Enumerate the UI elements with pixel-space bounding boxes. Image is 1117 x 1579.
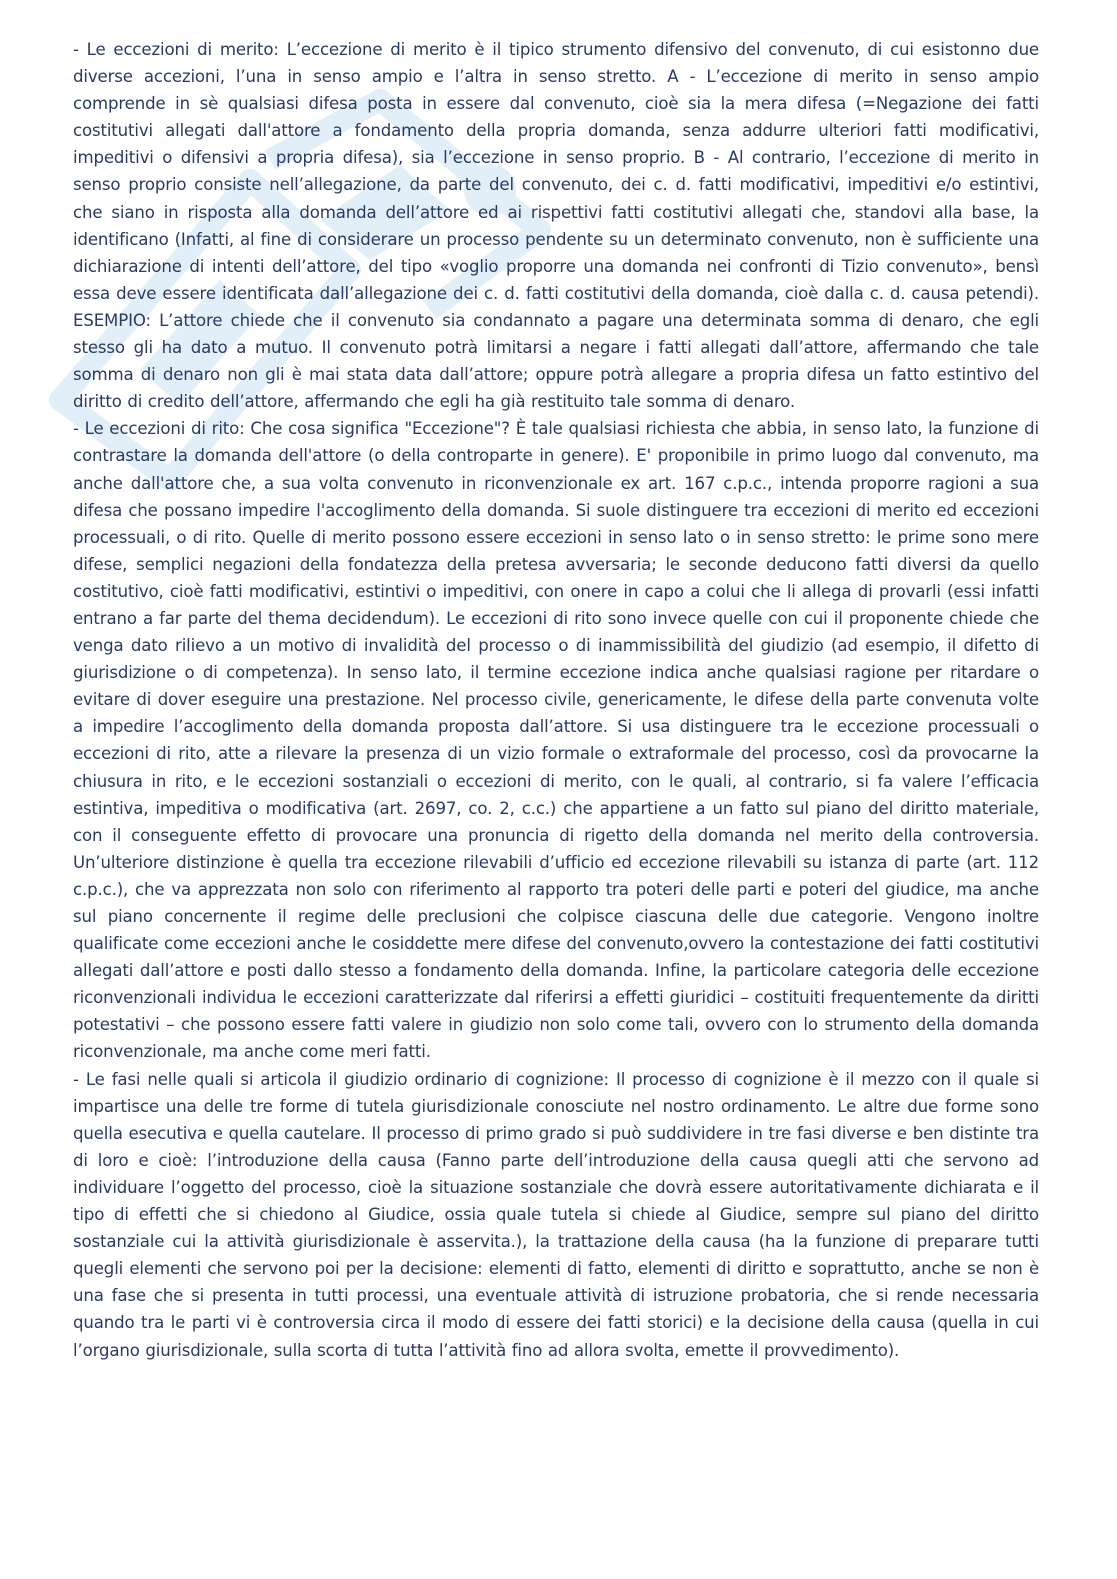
paragraph-eccezioni-di-rito: - Le eccezioni di rito: Che cosa significa "Eccezione"? È tale qualsiasi richiesta che abbia, in senso lato, la funzione di contrastare la domanda dell'attore (o della controparte in genere). E' proponibile in primo luogo dal convenuto, ma anche dall'attore che, a sua volta convenuto in riconvenzionale ex art. 167 c.p.c., intenda proporre ragioni a sua difesa che possano impedire l'accoglimento della domanda. Si suole distinguere tra eccezioni di merito ed eccezioni processuali, o di rito. Quelle di merito possono essere eccezioni in senso lato o in senso stretto: le prime sono mere difese, semplici negazioni della fondatezza della pretesa avversaria; le seconde deducono fatti diversi da quello costitutivo, cioè fatti modificativi, estintivi o impeditivi, con onere in capo a colui che li allega di provarli (essi infatti entrano a far parte del thema decidendum). Le eccezioni di rito sono invece quelle con cui il proponente chiede che venga dato rilievo a un motivo di invalidità del processo o di inammissibilità del giudizio (ad esempio, il difetto di giurisdizione o di competenza). In senso lato, il termine eccezione indica anche qualsiasi ragione per ritardare o evitare di dover eseguire una prestazione. Nel processo civile, genericamente, le difese della parte convenuta volte a impedire l’accoglimento della domanda proposta dall’attore. Si usa distinguere tra le eccezione processuali o eccezioni di rito, atte a rilevare la presenza di un vizio formale o extraformale del processo, così da provocarne la chiusura in rito, e le eccezioni sostanziali o eccezioni di merito, con le quali, al contrario, si fa valere l’efficacia estintiva, impeditiva o modificativa (art. 2697, co. 2, c.c.) che appartiene a un fatto sul piano del diritto materiale, con il conseguente effetto di provocare una pronuncia di rigetto della domanda nel merito della controversia. Un’ulteriore distinzione è quella tra eccezione rilevabili d’ufficio ed eccezione rilevabili su istanza di parte (art. 112 c.p.c.), che va apprezzata non solo con riferimento al rapporto tra poteri delle parti e poteri del giudice, ma anche sul piano concernente il regime delle preclusioni che colpisce ciascuna delle due categorie. Vengono inoltre qualificate come eccezioni anche le cosiddette mere difese del convenuto,ovvero la contestazione dei fatti costitutivi allegati dall’attore e posti dallo stesso a fondamento della domanda. Infine, la particolare categoria delle eccezione riconvenzionali individua le eccezioni caratterizzate dal riferirsi a effetti giuridici – costituiti frequentemente da diritti potestativi – che possono essere fatti valere in giudizio non solo come tali, ovvero con lo strumento della domanda riconvenzionale, ma anche come meri fatti. <box>73 419 1039 1062</box>
document-body <box>73 36 1039 1364</box>
paragraph-fasi-giudizio: - Le fasi nelle quali si articola il giudizio ordinario di cognizione: Il processo di cognizione è il mezzo con il quale si impartisce una delle tre forme di tutela giurisdizionale conosciute nel nostro ordinamento. Le altre due forme sono quella esecutiva e quella cautelare. Il processo di primo grado si può suddividere in tre fasi diverse e ben distinte tra di loro e cioè: l’introduzione della causa (Fanno parte dell’introduzione della causa quegli atti che servono ad individuare l’oggetto del processo, cioè la situazione sostanziale che dovrà essere autoritativamente dichiarata e il tipo di effetti che si chiedono al Giudice, ossia quale tutela si chiede al Giudice, sempre sul piano del diritto sostanziale cui la attività giurisdizionale è asservita.), la trattazione della causa (ha la funzione di preparare tutti quegli elementi che servono poi per la decisione: elementi di fatto, elementi di diritto e soprattutto, anche se non è una fase che si presenta in tutti processi, una eventuale attività di istruzione probatoria, che si rende necessaria quando tra le parti vi è controversia circa il modo di essere dei fatti storici) e la decisione della causa (quella in cui l’organo giurisdizionale, sulla scorta di tutta l’attività fino ad allora svolta, emette il provvedimento). <box>73 1069 1039 1360</box>
paragraph-eccezioni-di-merito: - Le eccezioni di merito: L’eccezione di merito è il tipico strumento difensivo del convenuto, di cui esistonno due diverse accezioni, l’una in senso ampio e l’altra in senso stretto. A - L’eccezione di merito in senso ampio comprende in sè qualsiasi difesa posta in essere dal convenuto, cioè sia la mera difesa (=Negazione dei fatti costitutivi allegati dall'attore a fondamento della propria domanda, senza addurre ulteriori fatti modificativi, impeditivi o difensivi a propria difesa), sia l’eccezione in senso proprio. B - Al contrario, l’eccezione di merito in senso proprio consiste nell’allegazione, da parte del convenuto, dei c. d. fatti modificativi, impeditivi e/o estintivi, che siano in risposta alla domanda dell’attore ed ai rispettivi fatti costitutivi allegati che, standovi alla base, la identificano (Infatti, al fine di considerare un processo pendente su un determinato convenuto, non è sufficiente una dichiarazione di intenti dell’attore, del tipo «voglio proporre una domanda nei confronti di Tizio convenuto», bensì essa deve essere identificata dall’allegazione dei c. d. fatti costitutivi della domanda, cioè dalla c. d. causa petendi). ESEMPIO: L’attore chiede che il convenuto sia condannato a pagare una determinata somma di denaro, che egli stesso gli ha dato a mutuo. Il convenuto potrà limitarsi a negare i fatti allegati dall’attore, affermando che tale somma di denaro non gli è mai stata data dall’attore; oppure potrà allegare a propria difesa un fatto estintivo del diritto di credito dell’attore, affermando che egli ha già restituito tale somma di denaro. <box>73 40 1039 412</box>
